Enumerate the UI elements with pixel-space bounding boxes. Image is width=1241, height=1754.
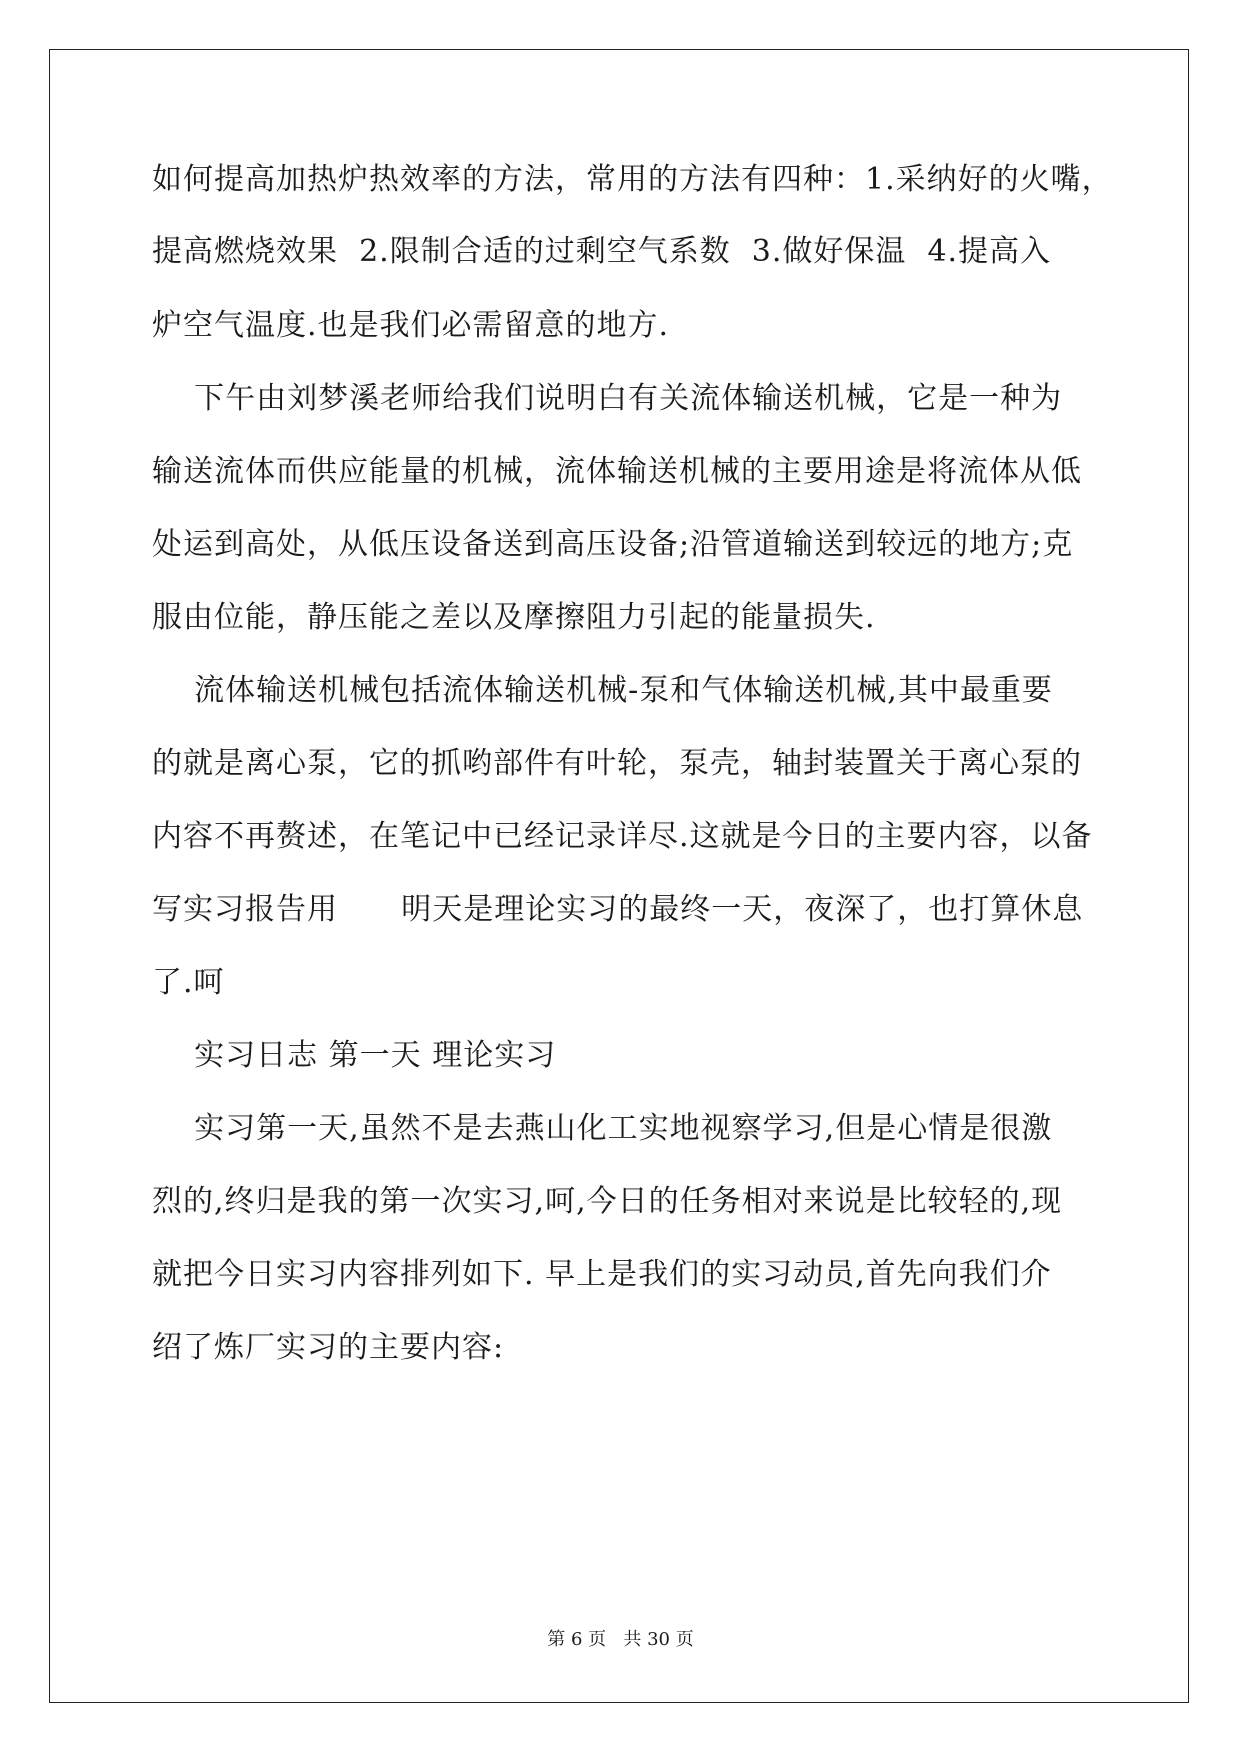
text-line: 下午由刘梦溪老师给我们说明白有关流体输送机械，它是一种为 — [152, 381, 1063, 416]
text-line: 了.呵 — [152, 965, 225, 1000]
text-line: 实习第一天,虽然不是去燕山化工实地视察学习,但是心情是很激 — [152, 1111, 1053, 1146]
page-number: 第 6 页 共 30 页 — [547, 1629, 694, 1650]
text-line: 烈的,终归是我的第一次实习,呵,今日的任务相对来说是比较轻的,现 — [152, 1184, 1063, 1219]
section-heading: 实习日志 第一天 理论实习 — [152, 1038, 557, 1073]
page-border — [49, 49, 1189, 1703]
text-line: 写实习报告用 明天是理论实习的最终一天，夜深了，也打算休息 — [152, 892, 1084, 927]
text-line: 处运到高处，从低压设备送到高压设备;沿管道输送到较远的地方;克 — [152, 527, 1074, 562]
text-line: 绍了炼厂实习的主要内容: — [152, 1330, 505, 1365]
text-line: 炉空气温度.也是我们必需留意的地方. — [152, 308, 670, 343]
text-line: 内容不再赘述，在笔记中已经记录详尽.这就是今日的主要内容，以备 — [152, 819, 1093, 854]
text-line: 流体输送机械包括流体输送机械-泵和气体输送机械,其中最重要 — [152, 673, 1053, 708]
text-line: 服由位能，静压能之差以及摩擦阻力引起的能量损失. — [152, 600, 876, 635]
text-line: 的就是离心泵，它的抓哟部件有叶轮，泵壳，轴封装置关于离心泵的 — [152, 746, 1082, 781]
text-line: 就把今日实习内容排列如下. 早上是我们的实习动员,首先向我们介 — [152, 1257, 1052, 1292]
text-line: 提高燃烧效果 2.限制合适的过剩空气系数 3.做好保温 4.提高入 — [152, 234, 1052, 269]
text-line: 如何提高加热炉热效率的方法，常用的方法有四种：1.采纳好的火嘴， — [152, 162, 1113, 197]
text-line: 输送流体而供应能量的机械，流体输送机械的主要用途是将流体从低 — [152, 454, 1082, 489]
